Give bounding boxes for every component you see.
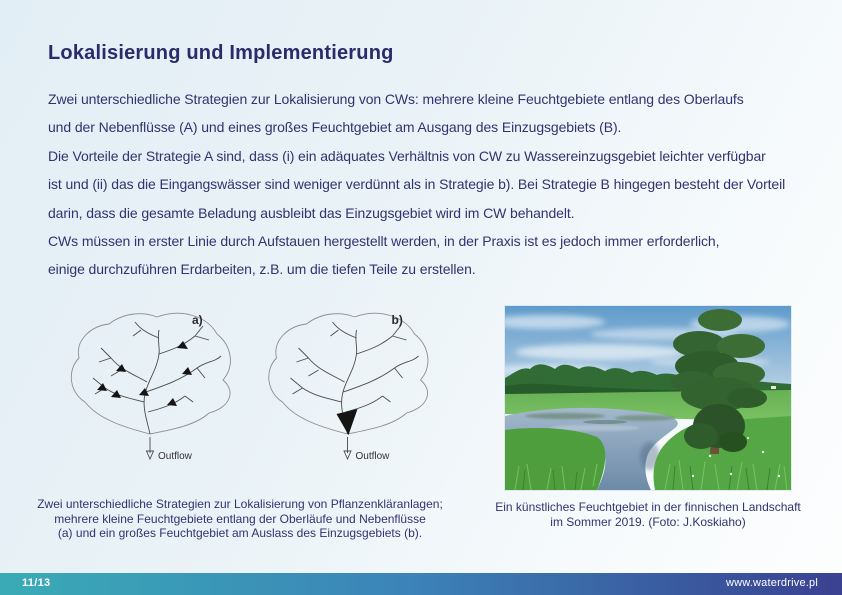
- website-link[interactable]: www.waterdrive.pl: [725, 577, 818, 589]
- diagram-caption: [28, 497, 452, 541]
- body-text-line: darin, dass die gesamte Beladung ausbleibt das Einzugsgebiet wird im CW behandelt.: [48, 204, 575, 221]
- watershed-diagram-a: [55, 306, 245, 471]
- diagram-b-label: b): [391, 313, 403, 327]
- body-text-line: ist und (ii) das die Eingangswässer sind weniger verdünnt als in Strategie b). Bei Strategie B hingegen besteht der Vorteil: [48, 176, 786, 193]
- outflow-label: Outflow: [158, 451, 192, 462]
- stream-network: [93, 322, 221, 434]
- page-number: 11/13: [22, 577, 51, 589]
- watershed-outline: [71, 313, 230, 434]
- body-text-line: CWs müssen in erster Linie durch Aufstauen hergestellt werden, in der Praxis ist es jedoch immer erforderlich,: [48, 233, 720, 250]
- large-wetland-marker: [337, 409, 358, 435]
- caption-line: mehrere kleine Feuchtgebiete entlang der Oberläufe und Nebenflüsse: [54, 511, 426, 526]
- body-text-line: Zwei unterschiedliche Strategien zur Lokalisierung von CWs: mehrere kleine Feuchtgebiete entlang des Oberlaufs: [48, 91, 744, 107]
- watershed-diagram-b: [250, 306, 445, 471]
- body-text-line: und der Nebenflüsse (A) und eines großes Feuchtgebiet am Ausgang des Einzugsgebiets (B).: [48, 119, 622, 136]
- outflow-label: Outflow: [355, 451, 390, 462]
- left-bank-grass: [505, 428, 605, 490]
- caption-line: (a) und ein großes Feuchtgebiet am Auslass des Einzugsgebiets (b).: [57, 526, 423, 540]
- caption-line: Ein künstliches Feuchtgebiet in der finnischen Landschaft: [495, 500, 801, 514]
- caption-line: im Sommer 2019. (Foto: J.Koskiaho): [550, 514, 746, 529]
- footer-bar: [0, 573, 842, 595]
- distant-building: [771, 386, 776, 389]
- wetland-photo: [505, 306, 791, 490]
- diagram-a-label: a): [192, 313, 203, 327]
- page-title: Lokalisierung und Implementierung: [48, 42, 394, 64]
- caption-line: Zwei unterschiedliche Strategien zur Lokalisierung von Pflanzenkläranlagen;: [37, 497, 443, 511]
- body-paragraph: [48, 85, 816, 284]
- body-text-line: Die Vorteile der Strategie A sind, dass (i) ein adäquates Verhältnis von CW zu Wassereinzugsgebiet leichter verfügbar: [48, 147, 766, 164]
- body-text-line: einige durchzuführen Erdarbeiten, z.B. um die tiefen Teile zu erstellen.: [48, 261, 476, 278]
- photo-caption: [478, 500, 818, 529]
